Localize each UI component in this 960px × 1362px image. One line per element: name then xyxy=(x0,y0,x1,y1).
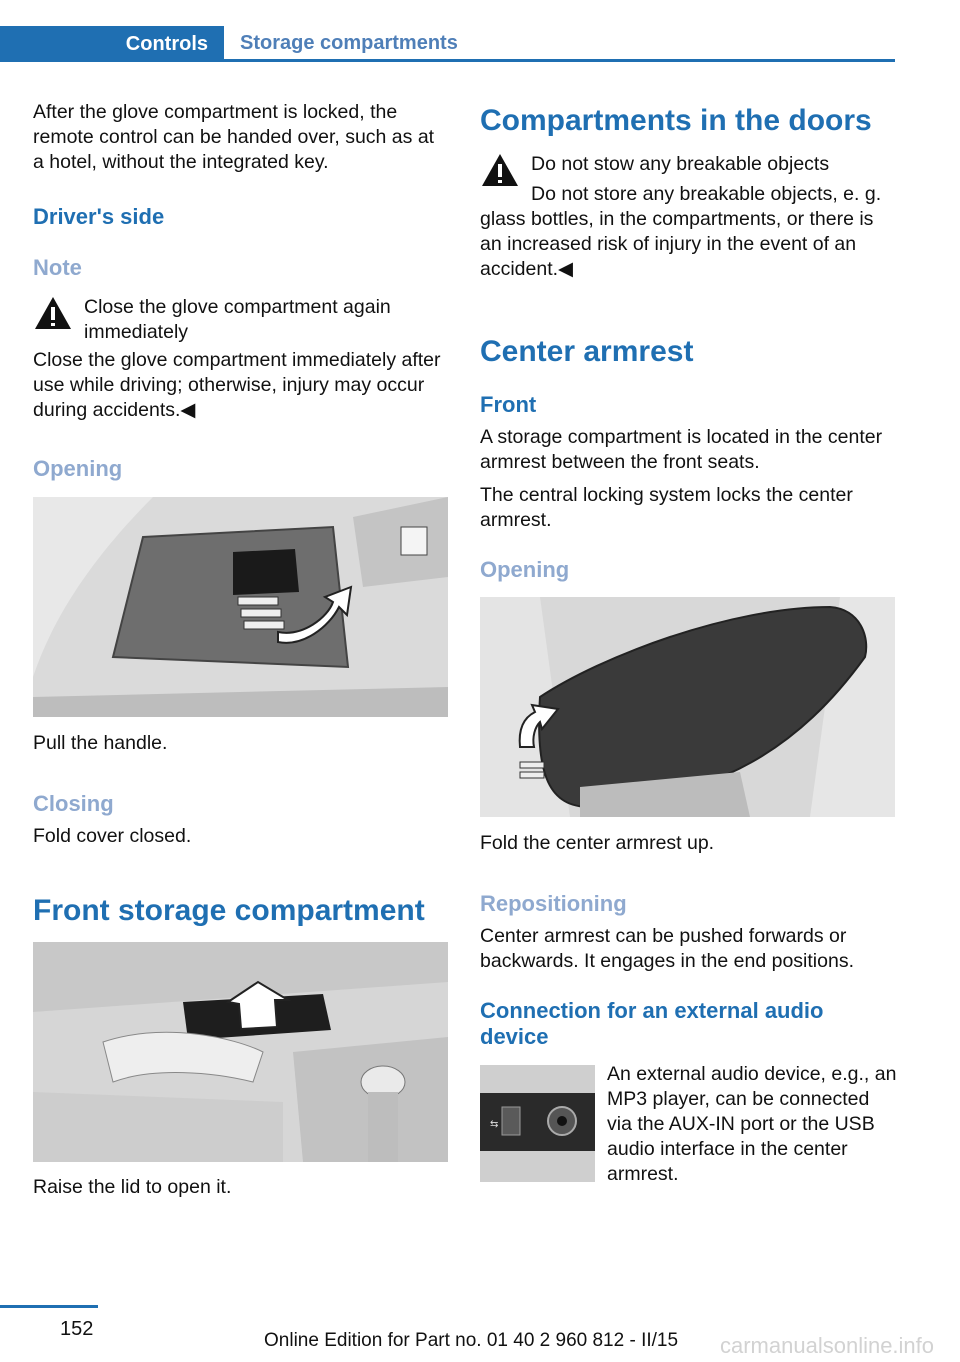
opening-heading: Opening xyxy=(33,456,123,481)
doors-warning-body: Do not store any breakable objects, e. g. glass bottles, in the compartments, or there is an increased risk of injury in the event of an accident.◀ xyxy=(480,183,882,280)
glove-warning-body: Close the glove compartment immediately after use while driving; otherwise, injury may occur during accidents.◀ xyxy=(33,349,441,421)
front-text: A storage compartment is located in the center armrest between the front seats. xyxy=(480,426,883,473)
central-locking-text: The central locking system locks the center armrest. xyxy=(480,484,853,531)
page-header xyxy=(0,26,895,62)
front-storage-drawing xyxy=(33,942,448,1162)
armrest-drawing xyxy=(480,597,895,817)
watermark: carmanualsonline.info xyxy=(720,1333,935,1358)
footer-divider xyxy=(0,1305,98,1308)
drivers-side-heading: Driver's side xyxy=(33,204,165,229)
tab-controls[interactable] xyxy=(0,26,224,62)
closing-heading: Closing xyxy=(33,791,114,816)
tab-storage-compartments[interactable] xyxy=(240,26,458,60)
tab-section-label: Storage compartments xyxy=(240,31,458,54)
aux-usb-drawing xyxy=(480,1065,595,1182)
glove-warning-title: Close the glove compartment again immediately xyxy=(84,296,391,343)
connection-text: An external audio device, e.g., an MP3 player, can be connected via the AUX-IN port or the USB audio interface in the center armrest. xyxy=(607,1063,897,1185)
aux-usb-port-image xyxy=(480,1065,595,1182)
front-heading: Front xyxy=(480,392,537,417)
pull-handle-text: Pull the handle. xyxy=(33,732,168,754)
fold-cover-text: Fold cover closed. xyxy=(33,825,192,847)
svg-text:⇆: ⇆ xyxy=(490,1119,499,1130)
doors-warning-title: Do not stow any breakable objects xyxy=(531,153,830,175)
glove-handle-illustration xyxy=(33,497,448,717)
armrest-illustration xyxy=(480,597,895,817)
repositioning-text: Center armrest can be pushed forwards or backwards. It engages in the end positions. xyxy=(480,925,854,972)
armrest-opening-heading: Opening xyxy=(480,557,570,582)
edition-text: Online Edition for Part no. 01 40 2 960 812 - II/15 xyxy=(264,1330,679,1351)
connection-heading: Connection for an external audio device xyxy=(480,998,824,1049)
glove-handle-drawing xyxy=(33,497,448,717)
tab-controls-label: Controls xyxy=(125,32,208,55)
warning-triangle-icon xyxy=(33,295,73,331)
page-number: 152 xyxy=(60,1318,94,1340)
raise-lid-text: Raise the lid to open it. xyxy=(33,1176,232,1198)
front-storage-heading: Front storage compartment xyxy=(33,894,425,927)
note-heading: Note xyxy=(33,255,82,280)
intro-paragraph: After the glove compartment is locked, the remote control can be handed over, such as at a hotel, without the integrated key. xyxy=(33,101,435,173)
header-divider xyxy=(224,59,895,62)
doors-heading: Compartments in the doors xyxy=(480,104,872,137)
repositioning-heading: Repositioning xyxy=(480,891,627,916)
front-storage-illustration xyxy=(33,942,448,1162)
center-armrest-heading: Center armrest xyxy=(480,335,694,368)
fold-armrest-text: Fold the center armrest up. xyxy=(480,832,715,854)
